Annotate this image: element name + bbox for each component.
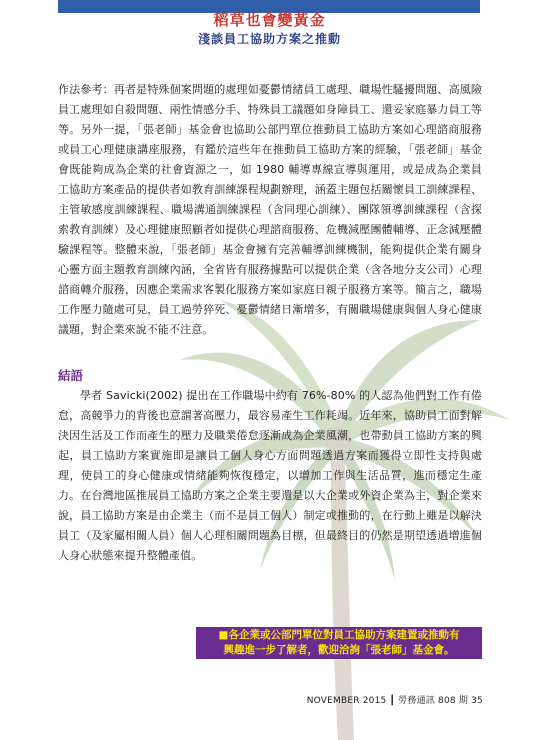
square-bullet-icon: ■	[218, 629, 229, 641]
article-title: 稻草也會變黃金	[213, 11, 326, 29]
notice-line-1-text: 各企業或公部門單位對員工協助方案建置或推動有	[228, 629, 460, 641]
contact-notice-box	[196, 627, 482, 659]
body-paragraph-2: 學者 Savicki(2002) 提出在工作職場中約有 76%-80% 的人認為他們對工作有倦怠，高競爭力的背後也意謂著高壓力，最容易產生工作耗竭。近年來，協助員工面對解決因生活及工作而產生的壓力及職業倦怠逐漸成為企業風潮，也帶動員工協助方案的興起，員工協助方案實施即是讓員工個人身心方面問題透過方案而獲得立即性支持與處理，使員工的身心健康或情緒能夠恢復穩定，以增加工作與生活品質，進而穩定生產力。在台灣地區推展員工協助方案之企業主要還是以大企業或外資企業為主，對企業來說，員工協助方案是由企業主（而不是員工個人）制定或推動的，在行動上雖是以解決員工（及家屬相關人員）個人心理相關問題為目標，但最終目的仍然是期望透過增進個人身心狀態來提升整體產值。	[58, 389, 482, 562]
body-paragraph-1: 作法參考：再者是特殊個案問題的處理如憂鬱情緒員工處理、職場性騷擾問題、高風險員工處理如自殺問題、兩性情感分手、特殊員工議題如身障員工、還妥家庭暴力員工等等。另外一提，「張老師」基金會也協助公部門單位推動員工協助方案如心理諮商服務或員工心理健康講座服務，有鑑於這些年在推動員工協助方案的經驗，「張老師」基金會既能夠成為企業的社會資源之一，如 1980 輔導專線宣導與運用，或是成為企業員工協助方案產品的提供者如教育訓練課程規劃辦理，涵蓋主題包括關懷員工訓練課程、主管敏感度訓練課程、職場溝通訓練課程（含同理心訓練）、團隊領導訓練課程（含探索教育訓練）及心理健康照顧者如提供心理諮商服務、危機減壓團體輔導、正念減壓體驗課程等。整體來說，「張老師」基金會擁有完善輔導訓練機制，能夠提供企業有關身心靈方面主題教育訓練內涵，全省皆有服務據點可以提供企業（含各地分支公司）心理諮商轉介服務，因應企業需求客製化服務方案如家庭日親子服務方案等。簡言之，職場工作壓力隨處可見，員工過勞猝死、憂鬱情緒日漸增多，有關職場健康與個人身心健康議題，對企業來說不能不注意。	[58, 83, 482, 336]
page-footer: NOVEMBER 2015 ┃ 勞務通訊 808 期 35	[306, 696, 483, 706]
notice-line-1	[196, 628, 482, 643]
article-subtitle: 淺談員工協助方案之推動	[197, 32, 341, 46]
notice-line-2: 興趣進一步了解者，歡迎洽詢「張老師」基金會。	[223, 644, 455, 656]
section-heading-conclusion: 結語	[58, 368, 84, 383]
